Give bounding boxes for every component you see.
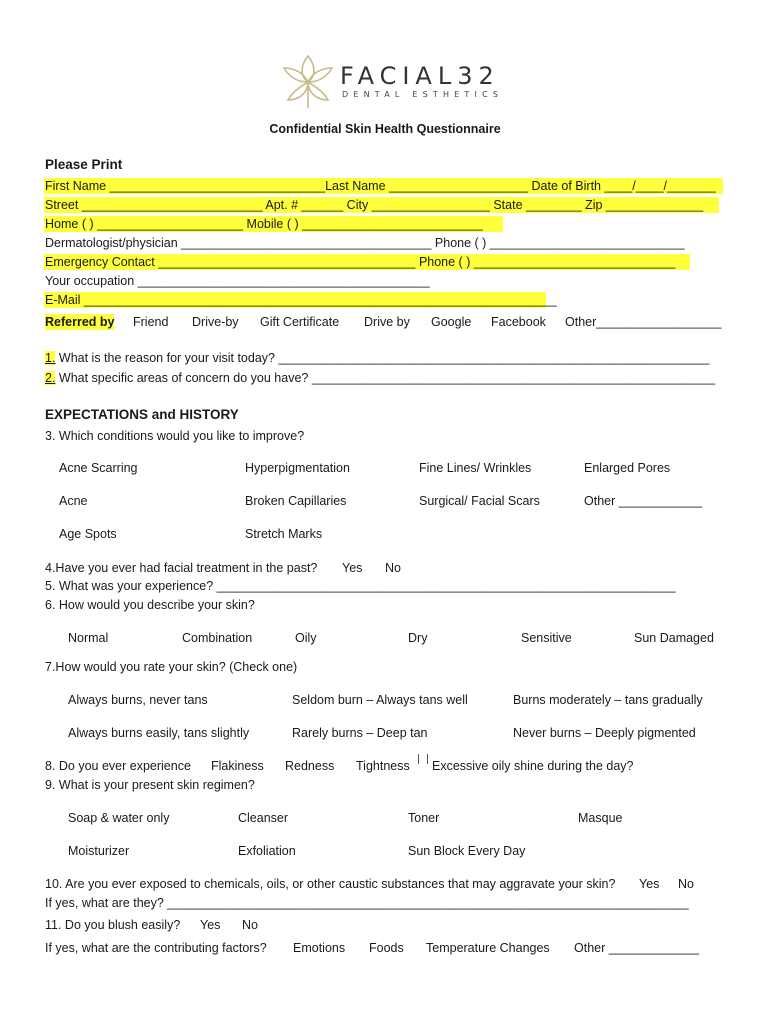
blush-factor-option[interactable]: Other _____________	[574, 941, 700, 955]
condition-option[interactable]: Acne	[59, 494, 88, 508]
question-10-no[interactable]: No	[678, 877, 694, 891]
occupation-field[interactable]: Your occupation __________________________________________	[45, 274, 430, 288]
dermatologist-field[interactable]: Dermatologist/physician ____________________________________ Phone ( ) ____________________________	[45, 236, 685, 250]
logo-name: FACIAL32	[340, 62, 500, 90]
skin-type-option[interactable]: Oily	[295, 631, 317, 645]
question-6: 6. How would you describe your skin?	[45, 598, 255, 612]
regimen-option[interactable]: Masque	[578, 811, 623, 825]
experience-option[interactable]: Excessive oily shine during the day?	[432, 759, 634, 773]
email-field[interactable]: E-Mail ____________________________________________________________________	[45, 293, 557, 307]
question-11-followup: If yes, what are the contributing factors?	[45, 941, 267, 955]
referred-option-facebook[interactable]: Facebook	[491, 315, 546, 329]
condition-option[interactable]: Age Spots	[59, 527, 117, 541]
question-4-no[interactable]: No	[385, 561, 401, 575]
question-2[interactable]	[45, 370, 715, 386]
tan-option[interactable]: Seldom burn – Always tans well	[292, 693, 468, 707]
question-5[interactable]: 5. What was your experience? __________________________________________________________________	[45, 579, 676, 593]
regimen-option[interactable]: Exfoliation	[238, 844, 296, 858]
condition-option[interactable]: Fine Lines/ Wrinkles	[419, 461, 532, 475]
regimen-option[interactable]: Toner	[408, 811, 440, 825]
condition-option[interactable]: Surgical/ Facial Scars	[419, 494, 540, 508]
referred-option-friend[interactable]: Friend	[133, 315, 169, 329]
regimen-option[interactable]: Moisturizer	[68, 844, 130, 858]
question-11-no[interactable]: No	[242, 918, 258, 932]
regimen-option[interactable]: Sun Block Every Day	[408, 844, 526, 858]
blush-factor-option[interactable]: Foods	[369, 941, 404, 955]
question-11-yes[interactable]: Yes	[200, 918, 221, 932]
tan-option[interactable]: Always burns, never tans	[68, 693, 208, 707]
referred-option-other[interactable]: Other__________________	[565, 315, 722, 329]
tan-option[interactable]: Never burns – Deeply pigmented	[513, 726, 696, 740]
question-1-text: What is the reason for your visit today? ______________________________________________________________	[55, 351, 710, 365]
skin-type-option[interactable]: Combination	[182, 631, 253, 645]
first-name-field[interactable]: First Name _______________________________Last Name ____________________ Date of Birth ____/____/_______	[45, 179, 716, 193]
question-1-number: 1.	[45, 351, 56, 365]
tan-option[interactable]: Rarely burns – Deep tan	[292, 726, 428, 740]
checkbox-marker[interactable]	[418, 754, 428, 764]
question-9: 9. What is your present skin regimen?	[45, 778, 255, 792]
condition-option[interactable]: Acne Scarring	[59, 461, 138, 475]
regimen-option[interactable]: Soap & water only	[68, 811, 170, 825]
flower-icon	[278, 52, 338, 110]
street-field[interactable]: Street __________________________ Apt. # ______ City _________________ State ________ Zip ______________	[45, 198, 704, 212]
experience-option[interactable]: Flakiness	[211, 759, 264, 773]
question-4: 4.Have you ever had facial treatment in the past?	[45, 561, 318, 575]
referred-option-google[interactable]: Google	[431, 315, 472, 329]
referred-option-gift-certificate[interactable]: Gift Certificate	[260, 315, 340, 329]
question-3: 3. Which conditions would you like to improve?	[45, 429, 305, 443]
condition-option[interactable]: Other ____________	[584, 494, 703, 508]
emergency-contact-field[interactable]: Emergency Contact _____________________________________ Phone ( ) _____________________________	[45, 255, 676, 269]
question-2-number: 2.	[45, 371, 56, 385]
question-4-yes[interactable]: Yes	[342, 561, 363, 575]
home-phone-field[interactable]: Home ( ) _____________________ Mobile ( ) __________________________	[45, 217, 483, 231]
question-1[interactable]	[45, 350, 709, 366]
tan-option[interactable]: Always burns easily, tans slightly	[68, 726, 250, 740]
skin-type-option[interactable]: Dry	[408, 631, 428, 645]
experience-option[interactable]: Tightness	[356, 759, 410, 773]
tan-option[interactable]: Burns moderately – tans gradually	[513, 693, 703, 707]
question-10-yes[interactable]: Yes	[639, 877, 660, 891]
referred-by-label: Referred by	[45, 315, 115, 329]
question-10: 10. Are you ever exposed to chemicals, oils, or other caustic substances that may aggravate your skin?	[45, 877, 616, 891]
question-8: 8. Do you ever experience	[45, 759, 191, 773]
skin-type-option[interactable]: Sensitive	[521, 631, 572, 645]
skin-type-option[interactable]: Normal	[68, 631, 109, 645]
question-11: 11. Do you blush easily?	[45, 918, 181, 932]
logo-subtitle: DENTAL ESTHETICS	[342, 90, 504, 99]
condition-option[interactable]: Enlarged Pores	[584, 461, 671, 475]
question-10-followup[interactable]: If yes, what are they? ___________________________________________________________________________	[45, 896, 689, 910]
condition-option[interactable]: Hyperpigmentation	[245, 461, 350, 475]
blush-factor-option[interactable]: Temperature Changes	[426, 941, 550, 955]
condition-option[interactable]: Stretch Marks	[245, 527, 323, 541]
page-title: Confidential Skin Health Questionnaire	[269, 122, 501, 136]
regimen-option[interactable]: Cleanser	[238, 811, 289, 825]
referred-option-drive-by-2[interactable]: Drive by	[364, 315, 410, 329]
experience-option[interactable]: Redness	[285, 759, 335, 773]
blush-factor-option[interactable]: Emotions	[293, 941, 346, 955]
condition-option[interactable]: Broken Capillaries	[245, 494, 347, 508]
question-2-text: What specific areas of concern do you have? __________________________________________________________	[55, 371, 716, 385]
section-heading: EXPECTATIONS and HISTORY	[45, 407, 239, 422]
referred-option-drive-by[interactable]: Drive-by	[192, 315, 239, 329]
skin-type-option[interactable]: Sun Damaged	[634, 631, 714, 645]
question-7: 7.How would you rate your skin? (Check one)	[45, 660, 298, 674]
please-print-heading: Please Print	[45, 157, 123, 172]
